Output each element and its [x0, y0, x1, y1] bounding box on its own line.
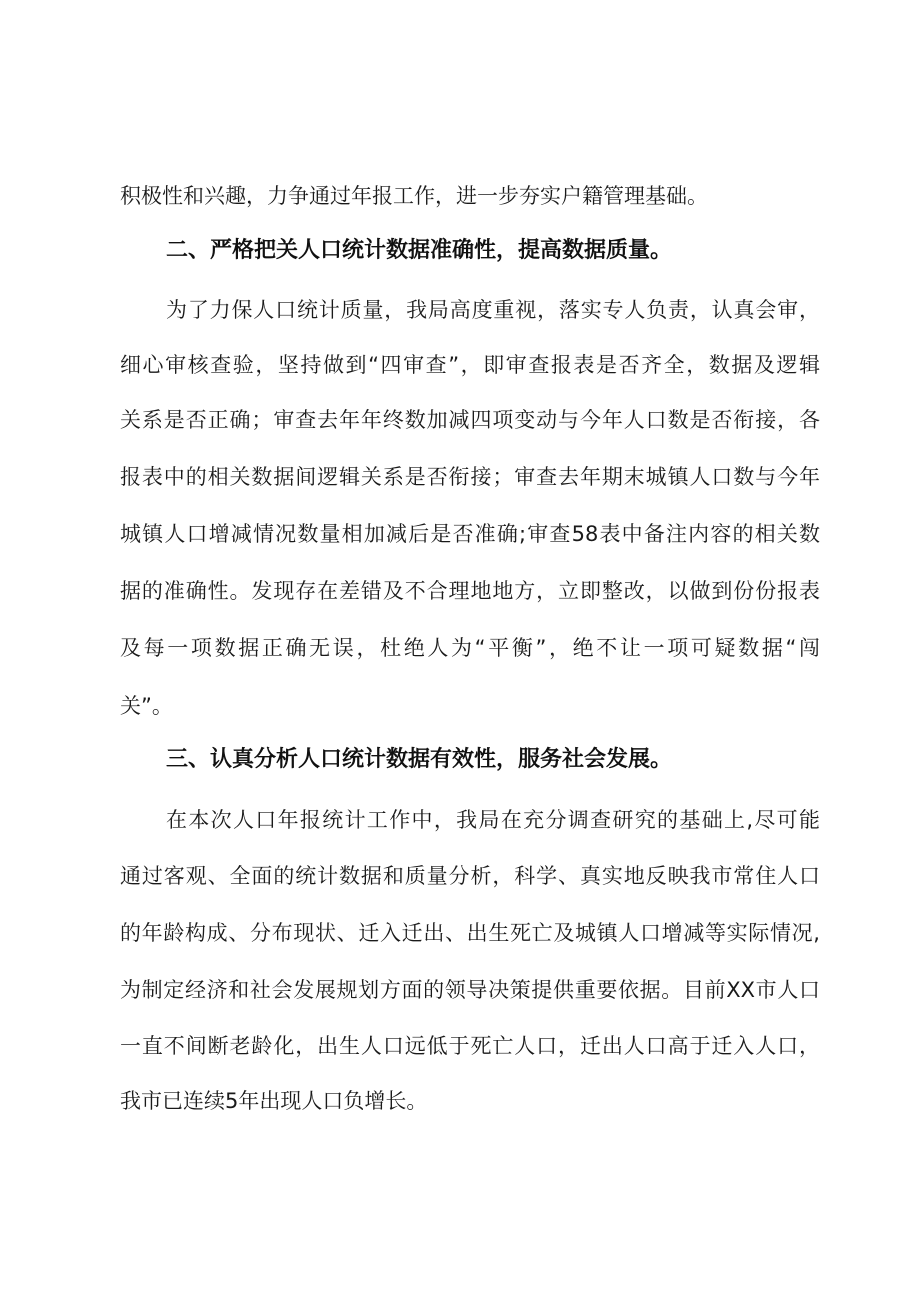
paragraph-line: 关”。 [120, 694, 173, 718]
paragraph-line: 据的准确性。发现存在差错及不合理地地方，立即整改，以做到份份报表 [120, 579, 820, 603]
paragraph-line: 的年龄构成、分布现状、迁入迁出、出生死亡及城镇人口增减等实际情况, [120, 921, 820, 945]
paragraph-line: 报表中的相关数据间逻辑关系是否衔接；审查去年期末城镇人口数与今年 [120, 465, 820, 489]
paragraph-line: 及每一项数据正确无误，杜绝人为“平衡”，绝不让一项可疑数据“闯 [120, 636, 820, 660]
paragraph-line: 积极性和兴趣，力争通过年报工作，进一步夯实户籍管理基础。 [120, 184, 708, 208]
paragraph-line: 城镇人口增减情况数量相加减后是否准确;审查58表中备注内容的相关数 [120, 522, 820, 546]
paragraph-line: 细心审核查验，坚持做到“四审查”，即审查报表是否齐全，数据及逻辑 [120, 353, 820, 377]
section-heading: 二、严格把关人口统计数据准确性，提高数据质量。 [166, 238, 673, 263]
paragraph-line: 一直不间断老龄化，出生人口远低于死亡人口，迁出人口高于迁入人口， [120, 1034, 820, 1058]
paragraph-line: 在本次人口年报统计工作中，我局在充分调查研究的基础上,尽可能 [166, 808, 820, 832]
paragraph-line: 我市已连续5年出现人口负增长。 [120, 1089, 428, 1113]
paragraph-line: 为制定经济和社会发展规划方面的领导决策提供重要依据。目前XX市人口 [120, 978, 820, 1002]
paragraph-line: 关系是否正确；审查去年年终数加减四项变动与今年人口数是否衔接，各 [120, 408, 820, 432]
paragraph-line: 通过客观、全面的统计数据和质量分析，科学、真实地反映我市常住人口 [120, 864, 820, 888]
paragraph-line: 为了力保人口统计质量，我局高度重视，落实专人负责，认真会审， [166, 298, 820, 322]
section-heading: 三、认真分析人口统计数据有效性，服务社会发展。 [166, 747, 673, 772]
